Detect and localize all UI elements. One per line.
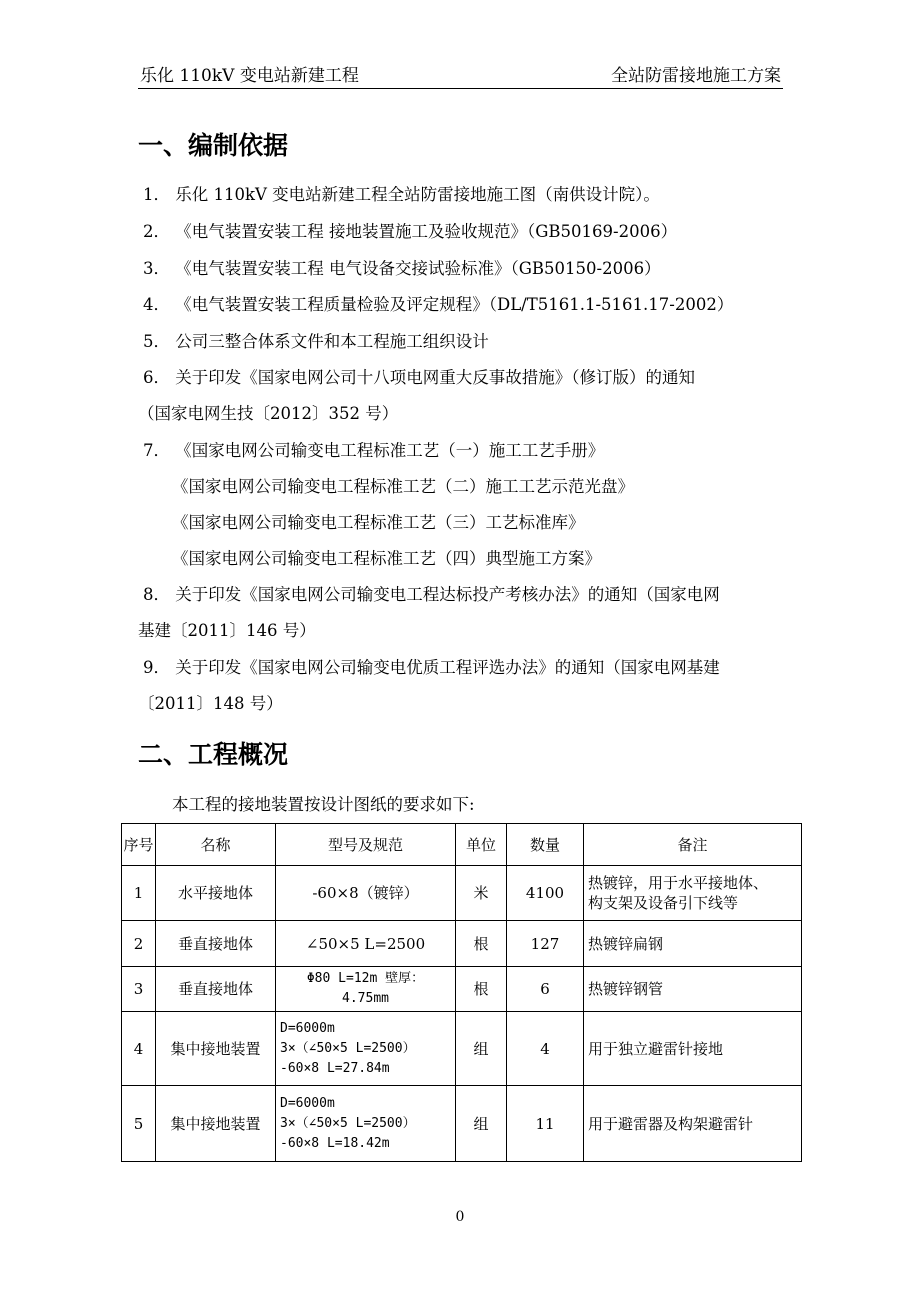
cell-spec	[276, 866, 456, 921]
header-cell-no: 序号	[122, 824, 156, 866]
cell-spec	[276, 921, 456, 967]
cell-unit: 根	[456, 921, 507, 967]
page-number: 0	[455, 1209, 465, 1225]
cell-spec-line: 4.75mm	[342, 991, 389, 1006]
cell-unit: 米	[456, 866, 507, 921]
header-cell-spec: 型号及规范	[276, 824, 456, 866]
cell-spec-line: 3×（∠50×5 L=2500）	[280, 1115, 416, 1131]
cell-spec	[276, 967, 456, 1012]
table-row	[122, 866, 802, 921]
cell-qty: 127	[507, 921, 584, 967]
header-project-name: 乐化 110kV 变电站新建工程	[140, 66, 359, 86]
table-row	[122, 967, 802, 1012]
table-header-row	[122, 824, 802, 866]
basis-item-7: 7． 《国家电网公司输变电工程标准工艺（一）施工工艺手册》	[143, 441, 605, 460]
cell-name: 集中接地装置	[156, 1012, 276, 1086]
grounding-equipment-table	[121, 823, 802, 1162]
cell-note	[584, 1086, 802, 1162]
cell-unit: 组	[456, 1086, 507, 1162]
page-header	[138, 62, 783, 89]
cell-spec-line: -60×8 L=18.42m	[280, 1135, 390, 1151]
basis-item-7-line-4: 《国家电网公司输变电工程标准工艺（四）典型施工方案》	[172, 549, 601, 568]
cell-no: 5	[122, 1086, 156, 1162]
header-cell-name: 名称	[156, 824, 276, 866]
basis-item-9: 9． 关于印发《国家电网公司输变电优质工程评选办法》的通知（国家电网基建	[143, 658, 720, 677]
cell-spec-line: ∠50×5 L=2500	[305, 934, 426, 953]
header-cell-unit: 单位	[456, 824, 507, 866]
cell-note-line: 用于避雷器及构架避雷针	[588, 1114, 754, 1133]
table-row	[122, 1012, 802, 1086]
basis-item-4: 4． 《电气装置安装工程质量检验及评定规程》（DL/T5161.1-5161.17-2002）	[143, 295, 734, 314]
table-row	[122, 1086, 802, 1162]
cell-qty: 6	[507, 967, 584, 1012]
cell-name: 水平接地体	[156, 866, 276, 921]
basis-item-8-continued: 基建〔2011〕146 号）	[138, 621, 316, 640]
section-2-intro: 本工程的接地装置按设计图纸的要求如下:	[172, 795, 475, 814]
cell-name: 集中接地装置	[156, 1086, 276, 1162]
basis-item-1: 1． 乐化 110kV 变电站新建工程全站防雷接地施工图（南供设计院）。	[143, 185, 660, 204]
basis-item-6: 6． 关于印发《国家电网公司十八项电网重大反事故措施》（修订版）的通知	[143, 368, 695, 387]
basis-item-6-continued: （国家电网生技〔2012〕352 号）	[138, 404, 399, 423]
table-row	[122, 921, 802, 967]
cell-note	[584, 1012, 802, 1086]
basis-item-7-line-3: 《国家电网公司输变电工程标准工艺（三）工艺标准库》	[172, 513, 585, 532]
section-1-title: 一、编制依据	[138, 131, 289, 160]
cell-note	[584, 866, 802, 921]
cell-spec-line: -60×8 L=27.84m	[280, 1060, 390, 1076]
basis-item-5: 5． 公司三整合体系文件和本工程施工组织设计	[143, 332, 489, 351]
cell-note-line: 热镀锌扁钢	[588, 934, 664, 953]
cell-qty: 4	[507, 1012, 584, 1086]
basis-item-8: 8． 关于印发《国家电网公司输变电工程达标投产考核办法》的通知（国家电网	[143, 585, 720, 604]
cell-spec-line: Φ80 L=12m 壁厚：	[306, 971, 425, 986]
basis-item-9-continued: 〔2011〕148 号）	[138, 694, 283, 713]
cell-spec-line: D=6000m	[280, 1095, 335, 1111]
cell-spec-line: D=6000m	[280, 1020, 335, 1036]
cell-spec	[276, 1086, 456, 1162]
basis-item-2: 2． 《电气装置安装工程 接地装置施工及验收规范》（GB50169-2006）	[143, 222, 678, 241]
cell-note-line: 热镀锌，用于水平接地体、	[588, 874, 769, 892]
cell-no: 3	[122, 967, 156, 1012]
basis-item-3: 3． 《电气装置安装工程 电气设备交接试验标准》（GB50150-2006）	[143, 259, 661, 278]
cell-spec-line: 3×（∠50×5 L=2500）	[280, 1040, 416, 1056]
cell-qty: 4100	[507, 866, 584, 921]
cell-spec-line: -60×8（镀锌）	[312, 884, 419, 902]
cell-note	[584, 921, 802, 967]
cell-unit: 组	[456, 1012, 507, 1086]
header-document-title: 全站防雷接地施工方案	[611, 66, 781, 86]
cell-note-line: 用于独立避雷针接地	[588, 1039, 724, 1058]
cell-name: 垂直接地体	[156, 921, 276, 967]
cell-note	[584, 967, 802, 1012]
cell-no: 1	[122, 866, 156, 921]
cell-note-line: 热镀锌钢管	[588, 980, 664, 998]
header-cell-note: 备注	[584, 824, 802, 866]
cell-note-line: 构支架及设备引下线等	[588, 894, 739, 912]
section-2-title: 二、工程概况	[138, 740, 289, 769]
cell-no: 2	[122, 921, 156, 967]
cell-no: 4	[122, 1012, 156, 1086]
cell-qty: 11	[507, 1086, 584, 1162]
cell-spec	[276, 1012, 456, 1086]
basis-item-7-line-2: 《国家电网公司输变电工程标准工艺（二）施工工艺示范光盘》	[172, 477, 634, 496]
header-cell-qty: 数量	[507, 824, 584, 866]
cell-unit: 根	[456, 967, 507, 1012]
cell-name: 垂直接地体	[156, 967, 276, 1012]
